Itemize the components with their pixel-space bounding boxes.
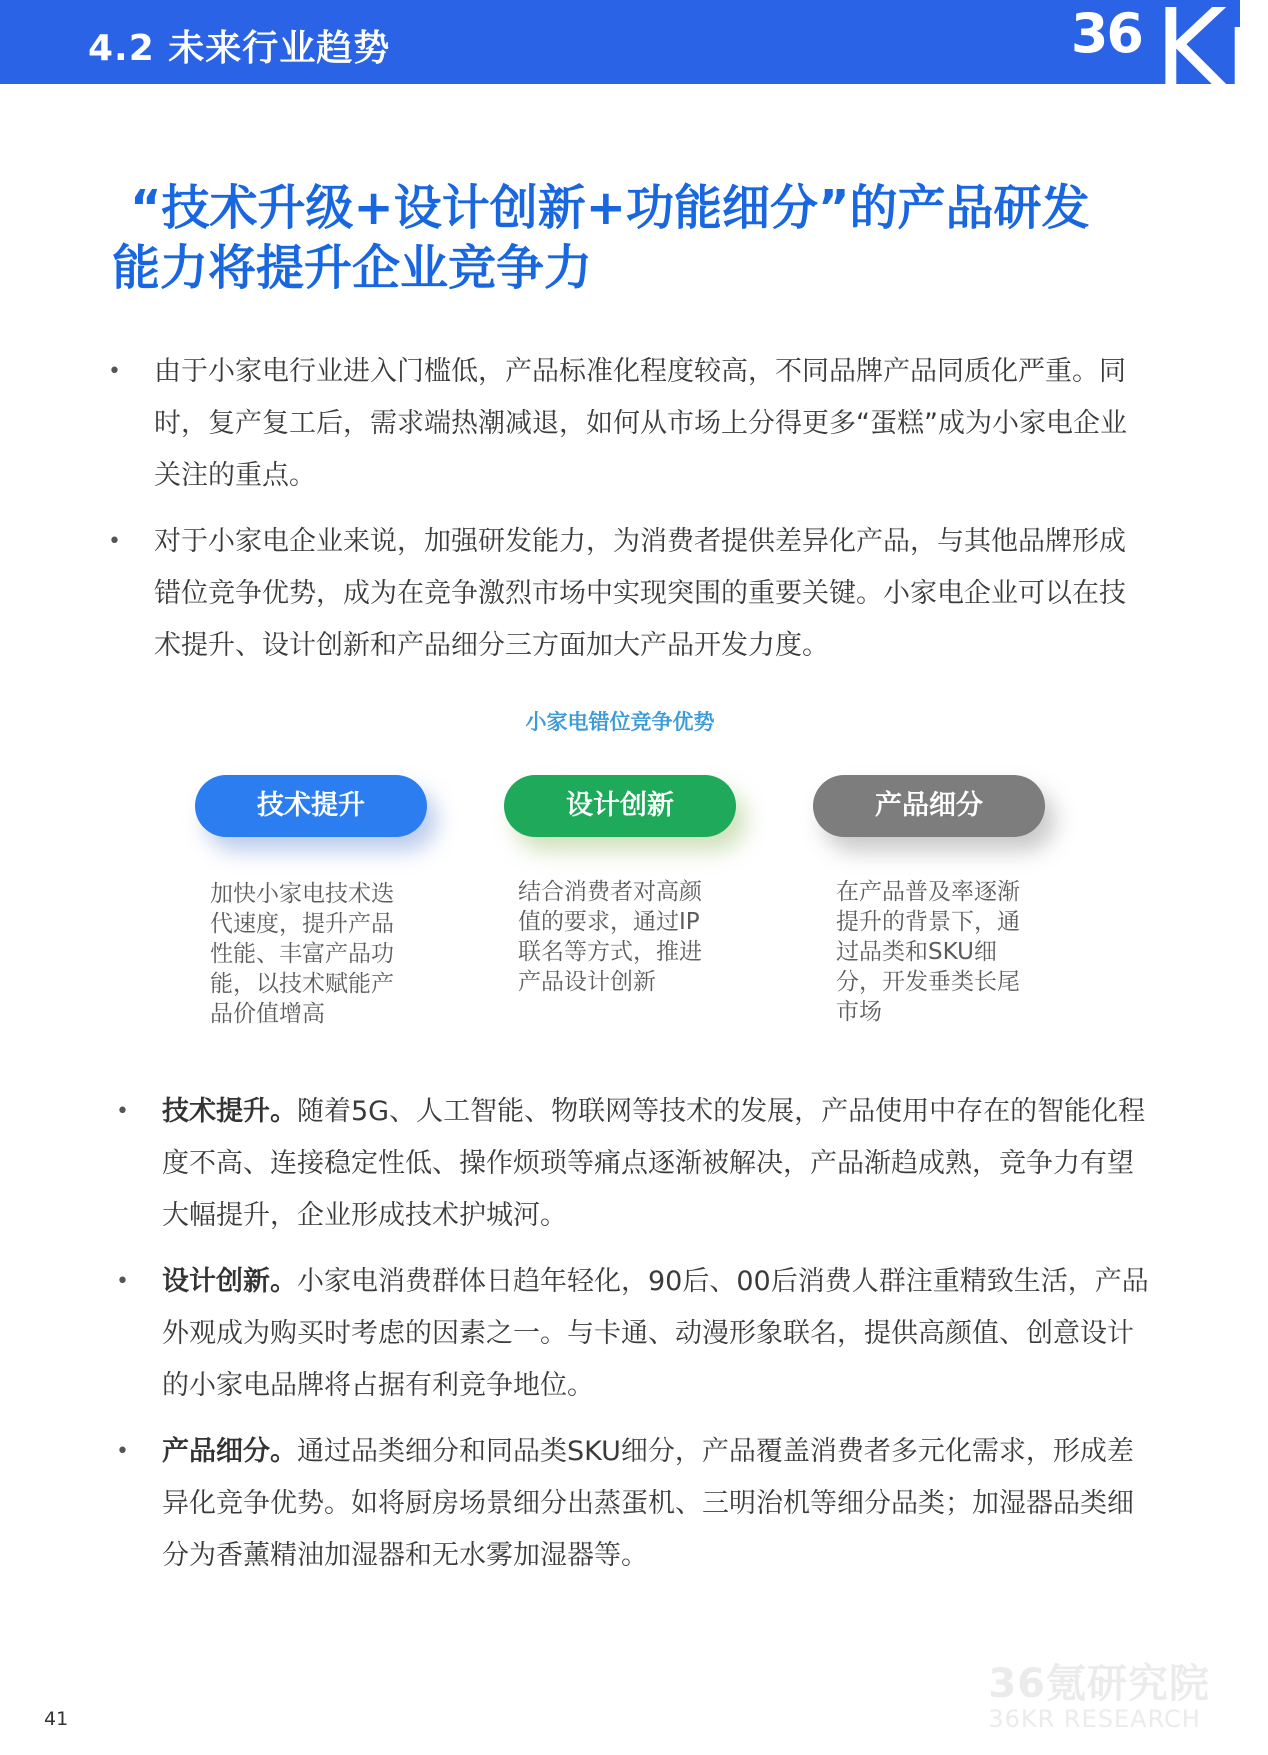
- watermark-cn: 36氪研究院: [988, 1661, 1210, 1707]
- bullet-dot: •: [116, 1439, 129, 1464]
- detail-bullet-text: 通过品类细分和同品类SKU细分，产品覆盖消费者多元化需求，形成差异化竞争优势。如将厨房场景细分出蒸蛋机、三明治机等细分品类；加湿器品类细分为香薰精油加湿器和无水雾加湿器等。: [162, 1436, 1134, 1571]
- diagram-title: 小家电错位竞争优势: [525, 710, 715, 734]
- pill-tech-upgrade: 技术提升: [195, 775, 427, 837]
- watermark-en: 36KR RESEARCH: [988, 1705, 1201, 1733]
- detail-bullet-item: [116, 1086, 1156, 1242]
- headline-line-1: “技术升级+设计创新+功能细分”的产品研发: [130, 180, 1090, 236]
- pill-tech-upgrade-desc: 加快小家电技术迭代速度，提升产品性能、丰富产品功能，以技术赋能产品价值增高: [210, 881, 394, 1027]
- bullet-dot: •: [108, 359, 121, 384]
- detail-bullet-item: [116, 1256, 1156, 1412]
- intro-bullet-item: [108, 346, 1138, 502]
- section-title: 4.2 未来行业趋势: [88, 28, 391, 69]
- pill-design-innovation-desc: 结合消费者对高颜值的要求，通过IP联名等方式，推进产品设计创新: [518, 879, 702, 995]
- bullet-dot: •: [116, 1099, 129, 1124]
- pill-product-segmentation-desc: 在产品普及率逐渐提升的背景下，通过品类和SKU细分，开发垂类长尾市场: [836, 879, 1020, 1025]
- headline: [112, 178, 1142, 298]
- intro-bullet-text: 由于小家电行业进入门槛低，产品标准化程度较高，不同品牌产品同质化严重。同时，复产复工后，需求端热潮减退，如何从市场上分得更多“蛋糕”成为小家电企业关注的重点。: [154, 356, 1127, 491]
- detail-bullet-text: 小家电消费群体日趋年轻化，90后、00后消费人群注重精致生活，产品外观成为购买时考虑的因素之一。与卡通、动漫形象联名，提供高颜值、创意设计的小家电品牌将占据有利竞争地位。: [162, 1266, 1149, 1401]
- pill-product-segmentation: 产品细分: [813, 775, 1045, 837]
- detail-bullet-lead: 技术提升。: [162, 1096, 297, 1127]
- brand-logo-letters: Kr: [1154, 0, 1268, 113]
- detail-bullet-lead: 产品细分。: [162, 1436, 297, 1467]
- intro-bullet-text: 对于小家电企业来说，加强研发能力，为消费者提供差异化产品，与其他品牌形成错位竞争优势，成为在竞争激烈市场中实现突围的重要关键。小家电企业可以在技术提升、设计创新和产品细分三方面加大产品开发力度。: [154, 526, 1126, 661]
- intro-bullet-list: [108, 346, 1138, 686]
- bullet-dot: •: [116, 1269, 129, 1294]
- bullet-dot: •: [108, 529, 121, 554]
- headline-line-2: 能力将提升企业竞争力: [112, 240, 593, 296]
- header-bar: [0, 0, 1268, 113]
- brand-logo: [1070, 0, 1268, 113]
- watermark: [988, 1652, 1210, 1733]
- detail-bullet-item: [116, 1426, 1156, 1582]
- detail-bullet-list: [116, 1086, 1156, 1596]
- intro-bullet-item: [108, 516, 1138, 672]
- page-number: 41: [44, 1708, 69, 1730]
- detail-bullet-lead: 设计创新。: [162, 1266, 297, 1297]
- brand-logo-number: 36: [1070, 2, 1142, 65]
- detail-bullet-text: 随着5G、人工智能、物联网等技术的发展，产品使用中存在的智能化程度不高、连接稳定性低、操作烦琐等痛点逐渐被解决，产品渐趋成熟，竞争力有望大幅提升，企业形成技术护城河。: [162, 1096, 1146, 1231]
- pill-design-innovation: 设计创新: [504, 775, 736, 837]
